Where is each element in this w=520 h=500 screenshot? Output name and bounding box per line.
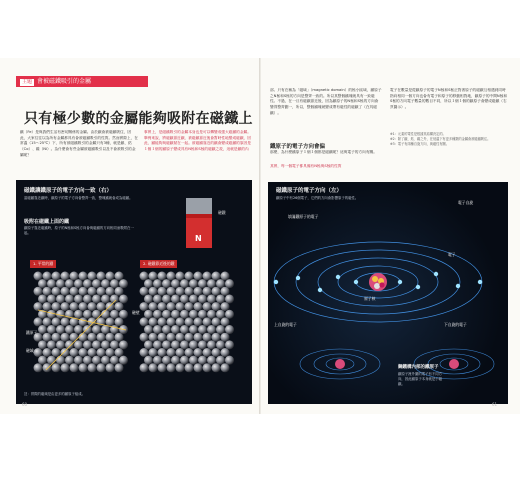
iron-atom <box>38 340 47 349</box>
iron-atom <box>101 310 110 319</box>
iron-atom <box>167 302 176 311</box>
iron-atom <box>65 279 74 288</box>
iron-atom <box>189 356 198 365</box>
iron-atom <box>144 340 153 349</box>
iron-atom <box>119 356 128 365</box>
right-figure-panel <box>268 182 508 404</box>
iron-atom <box>140 272 149 281</box>
page-number-left: 60 <box>22 402 28 407</box>
iron-atom <box>70 272 79 281</box>
iron-atom <box>144 325 153 334</box>
iron-atom <box>171 356 180 365</box>
iron-atom <box>110 340 119 349</box>
iron-atom <box>61 348 70 357</box>
iron-atom <box>149 317 158 326</box>
iron-atom <box>203 363 212 372</box>
iron-atom <box>158 272 167 281</box>
iron-atom <box>88 333 97 342</box>
iron-atom <box>185 302 194 311</box>
iron-atom <box>56 340 65 349</box>
iron-atom <box>185 333 194 342</box>
iron-atom <box>189 310 198 319</box>
iron-atom <box>38 325 47 334</box>
iron-atom <box>203 333 212 342</box>
iron-atom <box>212 287 221 296</box>
iron-atom <box>167 333 176 342</box>
iron-atom <box>225 310 234 319</box>
iron-atom <box>97 272 106 281</box>
iron-atom <box>207 325 216 334</box>
label-magnet: 磁鐵 <box>218 210 226 215</box>
iron-atom <box>74 356 83 365</box>
iron-atom <box>212 317 221 326</box>
iron-atom <box>97 363 106 372</box>
iron-atom <box>180 340 189 349</box>
iron-atom <box>74 294 83 303</box>
iron-atom <box>144 294 153 303</box>
iron-atom <box>106 317 115 326</box>
label-iron-atom: 鐵原子 <box>26 330 38 335</box>
label-spin: 電子自旋 <box>458 200 474 205</box>
iron-atom <box>225 279 234 288</box>
iron-atom <box>106 348 115 357</box>
iron-atom <box>115 287 124 296</box>
iron-atom <box>97 348 106 357</box>
body-column-4: 電子在數量是從鐵原子的電子N極和S極正對著原子的磁鐵互相遇到同時指向相同一個方向也會有電子和原子的移動相對地，鐵原子的中間N極和S極的方向電子數量的數目不同，所以１個１個的鐵原子會變成磁鐵（右頁圖示）。 <box>390 88 508 110</box>
iron-atom <box>185 363 194 372</box>
section-bar <box>16 76 148 87</box>
iron-atom <box>92 279 101 288</box>
iron-atom <box>34 287 43 296</box>
iron-atom <box>198 356 207 365</box>
iron-atom <box>194 333 203 342</box>
iron-atom <box>216 356 225 365</box>
label-electron: 電子 <box>448 252 456 257</box>
iron-atom <box>97 333 106 342</box>
right-subhead-body: 那麼，為什麼鐵原子１個１個都是磁鐵呢？這與電子的方向有關。 <box>270 150 377 154</box>
iron-atom <box>70 348 79 357</box>
iron-atom <box>83 279 92 288</box>
iron-atom <box>140 363 149 372</box>
iron-atom <box>207 294 216 303</box>
iron-atom <box>34 363 43 372</box>
iron-atom <box>153 310 162 319</box>
iron-atom <box>171 325 180 334</box>
iron-atom <box>79 272 88 281</box>
iron-atom <box>207 279 216 288</box>
iron-atom <box>106 333 115 342</box>
iron-atom <box>43 317 52 326</box>
iron-atom <box>189 294 198 303</box>
iron-atom <box>115 333 124 342</box>
label-inner-electrons: 填滿鐵原子的電子 <box>288 214 319 219</box>
iron-atom <box>203 272 212 281</box>
iron-atom <box>180 294 189 303</box>
iron-atom <box>207 310 216 319</box>
iron-atom <box>119 279 128 288</box>
iron-atom <box>212 363 221 372</box>
iron-atom <box>198 279 207 288</box>
iron-atom <box>212 272 221 281</box>
iron-atom <box>189 279 198 288</box>
iron-atom <box>47 294 56 303</box>
iron-atom <box>110 356 119 365</box>
iron-atom <box>194 317 203 326</box>
iron-atom <box>216 340 225 349</box>
iron-atom <box>56 294 65 303</box>
iron-atom <box>79 348 88 357</box>
iron-atom <box>216 294 225 303</box>
iron-atom <box>79 317 88 326</box>
iron-atom <box>167 348 176 357</box>
iron-atom <box>167 317 176 326</box>
iron-atom <box>176 363 185 372</box>
iron-atom <box>88 363 97 372</box>
iron-atom <box>34 317 43 326</box>
iron-atom <box>92 294 101 303</box>
iron-atom <box>79 287 88 296</box>
iron-atom <box>176 302 185 311</box>
bottom-figure-desc: 鐵原子裡外圍的電子有不同方向，因此鐵原子本身就是小磁鐵。 <box>398 372 443 386</box>
iron-atom <box>88 348 97 357</box>
iron-atom <box>144 279 153 288</box>
iron-atom <box>162 310 171 319</box>
iron-atom <box>106 287 115 296</box>
iron-atom <box>221 363 230 372</box>
iron-atom <box>221 348 230 357</box>
iron-atom <box>194 287 203 296</box>
iron-atom <box>52 272 61 281</box>
iron-atom <box>61 333 70 342</box>
right-figure-title: 磁鐵原子的電子方向（左） <box>276 188 343 194</box>
iron-atom <box>203 302 212 311</box>
iron-atom <box>65 294 74 303</box>
iron-atom <box>115 317 124 326</box>
iron-atom <box>171 310 180 319</box>
iron-atom <box>158 287 167 296</box>
iron-atom <box>144 310 153 319</box>
iron-atom <box>216 325 225 334</box>
iron-atom <box>185 317 194 326</box>
iron-atom <box>92 310 101 319</box>
iron-atom <box>52 363 61 372</box>
iron-atom <box>167 287 176 296</box>
iron-atom <box>225 294 234 303</box>
iron-atom <box>83 310 92 319</box>
iron-atom <box>88 272 97 281</box>
iron-atom <box>198 340 207 349</box>
subfigure-label-2: 2. 磁鐵靠近後的鐵 <box>140 260 177 268</box>
iron-atom <box>180 356 189 365</box>
iron-atom <box>225 340 234 349</box>
iron-atom <box>162 356 171 365</box>
section-title: 會被磁鐵吸引的金屬 <box>37 78 92 85</box>
iron-atom <box>167 363 176 372</box>
iron-atom <box>106 302 115 311</box>
iron-atom <box>74 310 83 319</box>
iron-atom <box>70 363 79 372</box>
iron-atom <box>153 294 162 303</box>
iron-atom <box>115 302 124 311</box>
iron-atom <box>56 356 65 365</box>
iron-atom <box>216 279 225 288</box>
iron-atom <box>225 356 234 365</box>
magnet-n-pole: N <box>195 234 202 243</box>
bottom-figure-title: 鋼鐵構內部的鐵原子 <box>398 365 439 370</box>
iron-atom <box>149 348 158 357</box>
iron-atom <box>171 294 180 303</box>
iron-atom <box>207 340 216 349</box>
iron-atom <box>158 302 167 311</box>
iron-atom <box>88 302 97 311</box>
iron-atom <box>171 340 180 349</box>
iron-atom <box>162 340 171 349</box>
iron-atom <box>221 317 230 326</box>
body-column-3b: 其實，每一個電子都具備有N極與S極的性質 <box>270 164 342 168</box>
iron-atom <box>140 317 149 326</box>
footnote: ※2：除了鐵、鈷、鎳之外，在低溫下有更多種類的金屬會被磁鐵吸住。 <box>390 137 491 141</box>
page-number-right: 61 <box>492 402 498 407</box>
iron-atom <box>101 279 110 288</box>
iron-atom <box>52 287 61 296</box>
iron-atom <box>189 340 198 349</box>
label-domain: 磁域 <box>26 348 34 353</box>
iron-atom <box>158 363 167 372</box>
iron-atom <box>185 272 194 281</box>
iron-atom <box>43 272 52 281</box>
iron-atom <box>212 333 221 342</box>
iron-atom <box>194 272 203 281</box>
subfigure-label-1: 1. 平常的鐵 <box>30 260 56 268</box>
iron-atom <box>176 317 185 326</box>
iron-atom <box>97 287 106 296</box>
iron-atom <box>74 279 83 288</box>
iron-atom <box>153 356 162 365</box>
iron-atom <box>216 310 225 319</box>
iron-atom <box>70 302 79 311</box>
iron-atom <box>52 317 61 326</box>
iron-atom <box>52 302 61 311</box>
iron-atom <box>43 302 52 311</box>
iron-atom <box>43 348 52 357</box>
inset-title: 吸附在磁鐵上面的鐵 <box>24 219 70 225</box>
iron-atom <box>34 348 43 357</box>
iron-atom <box>47 325 56 334</box>
iron-atom <box>97 302 106 311</box>
left-figure-note: 註：實際的磁域是由更多的鐵原子組成。 <box>24 392 86 396</box>
iron-atom <box>43 287 52 296</box>
label-nucleus: 原子核 <box>364 296 376 301</box>
iron-atom <box>180 310 189 319</box>
body-column-2: 事實上，是磁鐵吸引的金屬本身也是可以轉變成強大磁鐵的金屬。舉例來說，將磁鐵靠近鐵，被磁鐵靠近後會暫時性地變成磁鐵，因此，鐵能夠與磁鐵黏在一起。被磁鐵靠近的鐵會變成磁鐵的原因是１個１個的鐵原子變成具有N極和S極的磁鐵之故，這就是鐵的內 <box>144 130 251 152</box>
iron-atom <box>38 294 47 303</box>
iron-atom <box>140 302 149 311</box>
iron-atom <box>158 348 167 357</box>
iron-atom <box>34 302 43 311</box>
footnotes <box>390 132 508 176</box>
iron-atom <box>106 272 115 281</box>
iron-atom <box>74 340 83 349</box>
iron-atom <box>52 333 61 342</box>
footnote: ※3：電子有兩種自旋方向，與磁性有關。 <box>390 142 449 146</box>
iron-atom <box>88 287 97 296</box>
iron-atom <box>38 279 47 288</box>
iron-atom <box>61 272 70 281</box>
iron-atom <box>115 348 124 357</box>
iron-atom <box>74 325 83 334</box>
left-figure-desc: 當磁鐵靠近鐵時，鐵原子的電子方向會整齊一致，整塊鐵就會成為磁鐵。 <box>24 196 133 200</box>
iron-atom <box>203 348 212 357</box>
iron-atom <box>176 348 185 357</box>
iron-atom <box>194 348 203 357</box>
iron-atom <box>203 317 212 326</box>
iron-atom <box>106 363 115 372</box>
iron-atom <box>47 310 56 319</box>
iron-atom <box>140 348 149 357</box>
iron-atom <box>162 279 171 288</box>
iron-atom <box>144 356 153 365</box>
page-headline: 只有極少數的金屬能夠吸附在磁鐵上 <box>24 111 253 127</box>
iron-atom <box>83 340 92 349</box>
iron-atom <box>34 272 43 281</box>
iron-atom <box>149 272 158 281</box>
iron-atom <box>198 325 207 334</box>
iron-atom <box>180 279 189 288</box>
iron-atom <box>198 310 207 319</box>
iron-atom <box>119 294 128 303</box>
book-gutter <box>259 58 261 414</box>
iron-atom <box>194 302 203 311</box>
right-figure-desc: 鐵原子中有26個電子，它們的方向會影響原子的磁性。 <box>276 196 359 200</box>
iron-atom <box>185 287 194 296</box>
iron-atom <box>153 325 162 334</box>
iron-atom <box>101 294 110 303</box>
iron-atom <box>38 356 47 365</box>
iron-atom <box>176 287 185 296</box>
body-column-3: 部。只有在稱為「磁域」（magnetic domain）的極小區域，鐵原子之N極和S極的方向是整齊一致的。所以其整個鐵塊就具有一致磁性。不過，在一旦有磁鐵靠近後，因為鐵原子的N極和S極的方向會變得整齊劃一，所以，整個鐵塊就變成帶有磁性的磁鐵了（在具磁鐵）。 <box>270 88 382 115</box>
iron-atom <box>225 325 234 334</box>
iron-atom <box>207 356 216 365</box>
iron-atom <box>52 348 61 357</box>
iron-atom <box>115 363 124 372</box>
iron-atom <box>43 333 52 342</box>
iron-atom <box>185 348 194 357</box>
iron-atom <box>153 340 162 349</box>
iron-atom <box>153 279 162 288</box>
inset-desc: 鐵原子靠近磁鐵時，原子的N極和S極方向會與磁鐵的方向相同而吸附在一起。 <box>24 226 134 235</box>
iron-atom <box>65 325 74 334</box>
iron-atom <box>221 333 230 342</box>
iron-atom <box>180 325 189 334</box>
iron-atom <box>83 294 92 303</box>
label-down-spin: 下自旋的電子 <box>444 322 467 327</box>
iron-atom <box>171 279 180 288</box>
iron-atom <box>158 333 167 342</box>
iron-atom <box>212 302 221 311</box>
label-up-spin: 上自旋的電子 <box>274 322 297 327</box>
iron-atom <box>198 294 207 303</box>
section-tag: 主題 <box>22 79 33 85</box>
magnet-illustration <box>180 196 222 252</box>
iron-atom <box>101 356 110 365</box>
iron-atom <box>79 363 88 372</box>
iron-atom <box>212 348 221 357</box>
iron-atom <box>149 363 158 372</box>
iron-atom <box>110 310 119 319</box>
iron-atom <box>56 325 65 334</box>
iron-atom <box>47 340 56 349</box>
iron-atom <box>162 325 171 334</box>
iron-atom <box>158 317 167 326</box>
iron-atom <box>92 325 101 334</box>
iron-atom <box>83 325 92 334</box>
footnote: ※1：元素的電性是根據其結構決定的。 <box>390 132 446 136</box>
iron-atom <box>110 294 119 303</box>
iron-atom <box>92 356 101 365</box>
right-subhead: 鐵原子的電子方向會偏 <box>270 144 326 150</box>
iron-atom <box>56 279 65 288</box>
left-figure-title: 磁鐵讓鐵原子的電子方向一致（右） <box>24 188 113 194</box>
iron-atom <box>65 340 74 349</box>
iron-atom <box>119 310 128 319</box>
iron-atom <box>176 333 185 342</box>
iron-atom <box>149 287 158 296</box>
iron-atom <box>221 302 230 311</box>
iron-atom <box>167 272 176 281</box>
body-column-1: 鐵（Fe）是與我們生活有密切關係的金屬。由於鐵會被磁鐵吸住，因此，大家往往以為所有金屬都具有會被磁鐵吸引的性質。然而實際上，在常溫（15～25℃）下，所有被磁鐵吸引的金屬只有3種，就是鐵、鈷（Co）、鎳（Ni）。為什麼會有些金屬被磁鐵吸引以及不會被吸引的金屬呢？ <box>20 130 138 157</box>
iron-atom <box>149 333 158 342</box>
iron-atom <box>189 325 198 334</box>
label-domain-wall: 磁壁 <box>132 310 140 315</box>
iron-atom <box>61 363 70 372</box>
iron-atom <box>61 302 70 311</box>
iron-atom <box>70 333 79 342</box>
iron-atom <box>110 279 119 288</box>
iron-atom <box>101 340 110 349</box>
iron-atom <box>115 272 124 281</box>
iron-atom <box>176 272 185 281</box>
iron-atom <box>92 340 101 349</box>
iron-atom <box>162 294 171 303</box>
iron-atom <box>79 333 88 342</box>
iron-atom <box>221 287 230 296</box>
iron-atom <box>61 287 70 296</box>
iron-atom <box>79 302 88 311</box>
iron-atom <box>221 272 230 281</box>
nucleus <box>369 273 387 291</box>
iron-atom <box>43 363 52 372</box>
iron-atom <box>70 287 79 296</box>
iron-atom <box>203 287 212 296</box>
iron-atom <box>65 356 74 365</box>
iron-atom <box>194 363 203 372</box>
iron-atom <box>119 340 128 349</box>
iron-atom <box>140 333 149 342</box>
iron-atom <box>61 317 70 326</box>
iron-atom <box>140 287 149 296</box>
iron-atom <box>149 302 158 311</box>
iron-atom <box>47 356 56 365</box>
iron-atom <box>47 279 56 288</box>
iron-atom <box>83 356 92 365</box>
